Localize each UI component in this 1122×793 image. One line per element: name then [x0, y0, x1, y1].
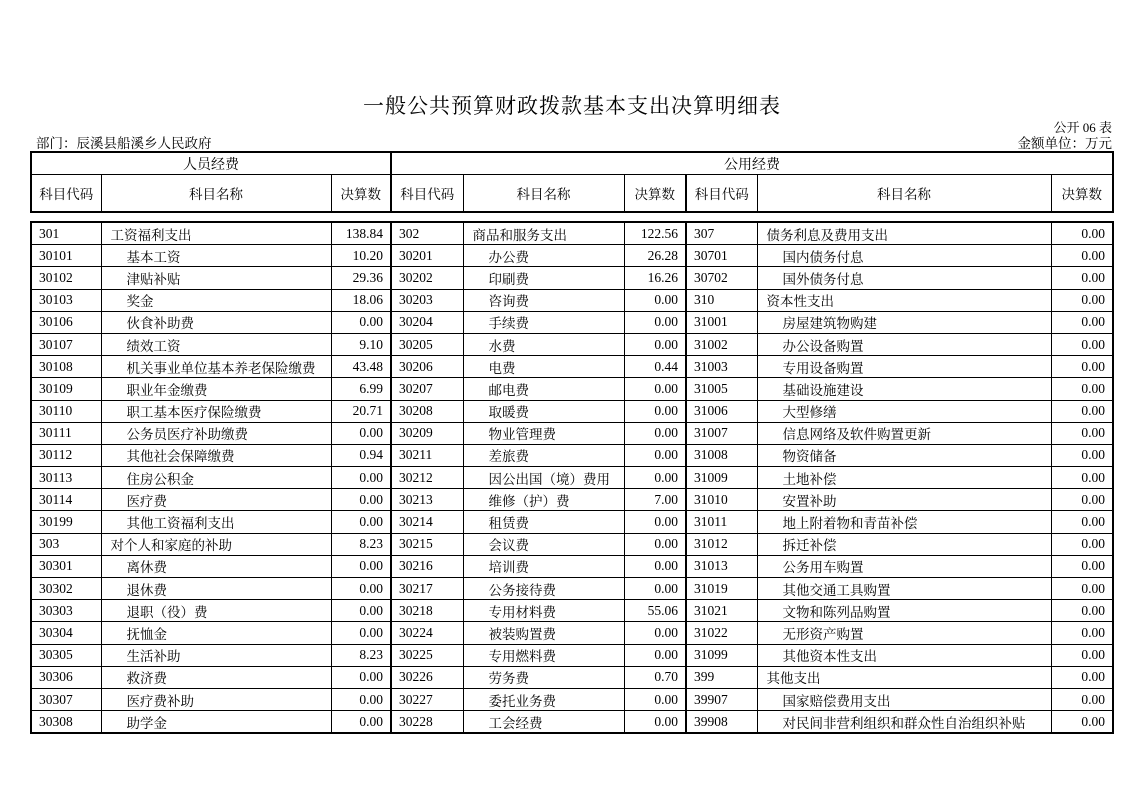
cell-code: 30209	[391, 422, 463, 444]
cell-code: 30227	[391, 688, 463, 710]
cell-value: 7.00	[624, 489, 686, 511]
cell-value: 6.99	[331, 378, 391, 400]
cell-name: 公务用车购置	[757, 555, 1051, 577]
cell-name: 国内债务付息	[757, 245, 1051, 267]
cell-name: 资本性支出	[757, 289, 1051, 311]
cell-name: 取暖费	[463, 400, 624, 422]
cell-code: 30107	[31, 333, 101, 355]
cell-code: 31009	[686, 467, 757, 489]
cell-code: 30207	[391, 378, 463, 400]
cell-name: 公务接待费	[463, 578, 624, 600]
cell-code: 39908	[686, 711, 757, 734]
cell-value: 0.00	[624, 533, 686, 555]
table-row	[31, 356, 1113, 378]
cell-name: 债务利息及费用支出	[757, 222, 1051, 245]
cell-code: 30112	[31, 444, 101, 466]
cell-value: 0.00	[624, 688, 686, 710]
cell-code: 31019	[686, 578, 757, 600]
cell-name: 国家赔偿费用支出	[757, 688, 1051, 710]
cell-name: 委托业务费	[463, 688, 624, 710]
cell-name: 其他资本性支出	[757, 644, 1051, 666]
table-row	[31, 378, 1113, 400]
cell-code: 310	[686, 289, 757, 311]
cell-name: 对个人和家庭的补助	[101, 533, 331, 555]
table-row	[31, 688, 1113, 710]
table-row	[31, 400, 1113, 422]
cell-code: 30302	[31, 578, 101, 600]
cell-code: 30102	[31, 267, 101, 289]
table-row	[31, 711, 1113, 734]
cell-name: 土地补偿	[757, 467, 1051, 489]
cell-code: 30109	[31, 378, 101, 400]
cell-code: 30214	[391, 511, 463, 533]
cell-value: 0.00	[331, 578, 391, 600]
cell-name: 绩效工资	[101, 333, 331, 355]
cell-code: 30111	[31, 422, 101, 444]
table-row	[31, 511, 1113, 533]
cell-name: 伙食补助费	[101, 311, 331, 333]
cell-value: 0.00	[624, 333, 686, 355]
cell-value: 122.56	[624, 222, 686, 245]
cell-name: 工资福利支出	[101, 222, 331, 245]
cell-name: 离休费	[101, 555, 331, 577]
cell-value: 0.00	[331, 467, 391, 489]
cell-name: 办公费	[463, 245, 624, 267]
cell-value: 0.00	[1051, 222, 1113, 245]
cell-code: 30225	[391, 644, 463, 666]
cell-code: 30702	[686, 267, 757, 289]
unit-label: 金额单位：万元	[1017, 136, 1112, 151]
table-row	[31, 444, 1113, 466]
cell-value: 0.00	[1051, 444, 1113, 466]
cell-code: 30217	[391, 578, 463, 600]
cell-code: 30201	[391, 245, 463, 267]
cell-code: 30212	[391, 467, 463, 489]
cell-value: 0.00	[1051, 555, 1113, 577]
cell-code: 30226	[391, 666, 463, 688]
cell-name: 差旅费	[463, 444, 624, 466]
cell-name: 医疗费	[101, 489, 331, 511]
cell-code: 30114	[31, 489, 101, 511]
cell-name: 生活补助	[101, 644, 331, 666]
cell-name: 基本工资	[101, 245, 331, 267]
cell-code: 301	[31, 222, 101, 245]
cell-code: 31021	[686, 600, 757, 622]
cell-value: 55.06	[624, 600, 686, 622]
cell-value: 0.00	[1051, 422, 1113, 444]
table-row	[31, 311, 1113, 333]
cell-code: 303	[31, 533, 101, 555]
section-header-public: 公用经费	[391, 152, 1113, 175]
cell-name: 其他工资福利支出	[101, 511, 331, 533]
cell-name: 退休费	[101, 578, 331, 600]
cell-name: 奖金	[101, 289, 331, 311]
column-header-name: 科目名称	[101, 175, 331, 213]
expenditure-table	[30, 151, 1114, 734]
column-header-code: 科目代码	[31, 175, 101, 213]
cell-code: 302	[391, 222, 463, 245]
cell-code: 30228	[391, 711, 463, 734]
cell-value: 0.00	[1051, 356, 1113, 378]
cell-value: 0.00	[331, 688, 391, 710]
cell-name: 公务员医疗补助缴费	[101, 422, 331, 444]
table-row	[31, 533, 1113, 555]
cell-name: 对民间非营利组织和群众性自治组织补贴	[757, 711, 1051, 734]
cell-value: 0.00	[1051, 511, 1113, 533]
cell-value: 0.00	[1051, 400, 1113, 422]
cell-name: 商品和服务支出	[463, 222, 624, 245]
table-row	[31, 489, 1113, 511]
cell-code: 30205	[391, 333, 463, 355]
cell-name: 被装购置费	[463, 622, 624, 644]
cell-name: 工会经费	[463, 711, 624, 734]
cell-code: 30701	[686, 245, 757, 267]
cell-code: 31001	[686, 311, 757, 333]
table-row	[31, 333, 1113, 355]
cell-name: 大型修缮	[757, 400, 1051, 422]
cell-code: 30308	[31, 711, 101, 734]
cell-value: 0.00	[331, 311, 391, 333]
cell-code: 30218	[391, 600, 463, 622]
cell-value: 0.00	[331, 600, 391, 622]
cell-value: 0.00	[1051, 666, 1113, 688]
cell-name: 因公出国（境）费用	[463, 467, 624, 489]
cell-value: 0.00	[624, 622, 686, 644]
cell-name: 印刷费	[463, 267, 624, 289]
cell-code: 30211	[391, 444, 463, 466]
cell-value: 0.00	[624, 289, 686, 311]
table-row	[31, 289, 1113, 311]
cell-code: 30106	[31, 311, 101, 333]
cell-value: 0.00	[624, 400, 686, 422]
cell-name: 专用材料费	[463, 600, 624, 622]
table-header	[30, 151, 1114, 213]
cell-name: 信息网络及软件购置更新	[757, 422, 1051, 444]
cell-name: 手续费	[463, 311, 624, 333]
cell-value: 0.00	[624, 555, 686, 577]
cell-code: 30306	[31, 666, 101, 688]
cell-name: 专用燃料费	[463, 644, 624, 666]
cell-name: 医疗费补助	[101, 688, 331, 710]
table-number-label: 公开 06 表	[1053, 120, 1112, 135]
cell-code: 307	[686, 222, 757, 245]
cell-name: 助学金	[101, 711, 331, 734]
cell-value: 18.06	[331, 289, 391, 311]
cell-code: 31005	[686, 378, 757, 400]
cell-code: 31003	[686, 356, 757, 378]
cell-value: 10.20	[331, 245, 391, 267]
cell-name: 抚恤金	[101, 622, 331, 644]
cell-code: 30110	[31, 400, 101, 422]
cell-code: 31012	[686, 533, 757, 555]
cell-name: 救济费	[101, 666, 331, 688]
cell-value: 43.48	[331, 356, 391, 378]
cell-code: 30113	[31, 467, 101, 489]
department-label: 部门：辰溪县船溪乡人民政府	[36, 136, 212, 151]
cell-value: 20.71	[331, 400, 391, 422]
cell-value: 0.00	[331, 511, 391, 533]
table-row	[31, 555, 1113, 577]
cell-name: 其他交通工具购置	[757, 578, 1051, 600]
cell-name: 文物和陈列品购置	[757, 600, 1051, 622]
cell-value: 0.00	[624, 444, 686, 466]
cell-value: 0.00	[1051, 489, 1113, 511]
page-title: 一般公共预算财政拨款基本支出决算明细表	[363, 94, 781, 118]
cell-name: 水费	[463, 333, 624, 355]
cell-value: 0.00	[331, 622, 391, 644]
cell-name: 租赁费	[463, 511, 624, 533]
cell-name: 物业管理费	[463, 422, 624, 444]
table-body	[31, 222, 1113, 733]
cell-name: 无形资产购置	[757, 622, 1051, 644]
cell-name: 办公设备购置	[757, 333, 1051, 355]
cell-value: 0.00	[1051, 267, 1113, 289]
cell-code: 31013	[686, 555, 757, 577]
cell-value: 0.00	[1051, 644, 1113, 666]
cell-value: 0.00	[1051, 333, 1113, 355]
cell-value: 0.00	[331, 666, 391, 688]
cell-name: 住房公积金	[101, 467, 331, 489]
column-header-value: 决算数	[624, 175, 686, 213]
cell-value: 138.84	[331, 222, 391, 245]
cell-value: 0.00	[1051, 533, 1113, 555]
table-row	[31, 666, 1113, 688]
cell-name: 津贴补贴	[101, 267, 331, 289]
cell-code: 30208	[391, 400, 463, 422]
cell-name: 电费	[463, 356, 624, 378]
cell-code: 30103	[31, 289, 101, 311]
cell-name: 会议费	[463, 533, 624, 555]
column-header-name: 科目名称	[463, 175, 624, 213]
cell-value: 0.00	[1051, 600, 1113, 622]
cell-value: 0.00	[1051, 711, 1113, 734]
cell-value: 0.00	[624, 467, 686, 489]
cell-code: 30307	[31, 688, 101, 710]
table-row	[31, 644, 1113, 666]
cell-value: 0.00	[1051, 622, 1113, 644]
cell-code: 31010	[686, 489, 757, 511]
cell-code: 30213	[391, 489, 463, 511]
cell-value: 0.44	[624, 356, 686, 378]
cell-code: 39907	[686, 688, 757, 710]
table-row	[31, 467, 1113, 489]
cell-value: 26.28	[624, 245, 686, 267]
cell-code: 31008	[686, 444, 757, 466]
cell-value: 8.23	[331, 644, 391, 666]
table-row	[31, 600, 1113, 622]
cell-value: 8.23	[331, 533, 391, 555]
table-row	[31, 422, 1113, 444]
cell-code: 30108	[31, 356, 101, 378]
cell-name: 国外债务付息	[757, 267, 1051, 289]
cell-name: 物资储备	[757, 444, 1051, 466]
table-body-table	[30, 221, 1114, 734]
cell-value: 0.00	[331, 489, 391, 511]
cell-code: 30202	[391, 267, 463, 289]
cell-code: 399	[686, 666, 757, 688]
cell-name: 劳务费	[463, 666, 624, 688]
table-row	[31, 622, 1113, 644]
cell-code: 30224	[391, 622, 463, 644]
cell-value: 0.00	[624, 422, 686, 444]
cell-name: 咨询费	[463, 289, 624, 311]
cell-value: 0.94	[331, 444, 391, 466]
cell-value: 0.00	[1051, 311, 1113, 333]
cell-value: 0.00	[624, 711, 686, 734]
column-header-value: 决算数	[331, 175, 391, 213]
cell-code: 30216	[391, 555, 463, 577]
cell-value: 0.00	[624, 378, 686, 400]
cell-name: 其他社会保障缴费	[101, 444, 331, 466]
cell-code: 30301	[31, 555, 101, 577]
cell-code: 30204	[391, 311, 463, 333]
cell-value: 0.00	[331, 711, 391, 734]
column-header-code: 科目代码	[686, 175, 757, 213]
cell-code: 31006	[686, 400, 757, 422]
cell-value: 0.00	[1051, 688, 1113, 710]
cell-name: 拆迁补偿	[757, 533, 1051, 555]
table-row	[31, 245, 1113, 267]
cell-code: 30101	[31, 245, 101, 267]
cell-value: 9.10	[331, 333, 391, 355]
cell-name: 地上附着物和青苗补偿	[757, 511, 1051, 533]
cell-code: 30304	[31, 622, 101, 644]
cell-value: 29.36	[331, 267, 391, 289]
cell-name: 邮电费	[463, 378, 624, 400]
column-header-code: 科目代码	[391, 175, 463, 213]
cell-name: 基础设施建设	[757, 378, 1051, 400]
cell-name: 专用设备购置	[757, 356, 1051, 378]
cell-name: 安置补助	[757, 489, 1051, 511]
column-header-value: 决算数	[1051, 175, 1113, 213]
cell-value: 0.00	[624, 511, 686, 533]
cell-value: 16.26	[624, 267, 686, 289]
cell-code: 30215	[391, 533, 463, 555]
cell-value: 0.00	[331, 555, 391, 577]
cell-name: 退职（役）费	[101, 600, 331, 622]
column-header-row	[31, 175, 1113, 213]
section-header-row	[31, 152, 1113, 175]
cell-code: 31002	[686, 333, 757, 355]
cell-value: 0.00	[1051, 245, 1113, 267]
cell-code: 30203	[391, 289, 463, 311]
cell-code: 31099	[686, 644, 757, 666]
section-header-personnel: 人员经费	[31, 152, 391, 175]
cell-name: 机关事业单位基本养老保险缴费	[101, 356, 331, 378]
cell-name: 维修（护）费	[463, 489, 624, 511]
cell-name: 职工基本医疗保险缴费	[101, 400, 331, 422]
cell-code: 30199	[31, 511, 101, 533]
cell-value: 0.00	[1051, 578, 1113, 600]
cell-value: 0.00	[624, 311, 686, 333]
cell-value: 0.00	[1051, 467, 1113, 489]
cell-code: 30206	[391, 356, 463, 378]
cell-code: 30303	[31, 600, 101, 622]
cell-value: 0.00	[1051, 289, 1113, 311]
table-row	[31, 267, 1113, 289]
table-row	[31, 578, 1113, 600]
column-header-name: 科目名称	[757, 175, 1051, 213]
cell-value: 0.00	[624, 578, 686, 600]
cell-name: 其他支出	[757, 666, 1051, 688]
cell-value: 0.00	[1051, 378, 1113, 400]
table-row	[31, 222, 1113, 245]
cell-name: 培训费	[463, 555, 624, 577]
cell-code: 31007	[686, 422, 757, 444]
cell-code: 31022	[686, 622, 757, 644]
cell-name: 房屋建筑物购建	[757, 311, 1051, 333]
cell-name: 职业年金缴费	[101, 378, 331, 400]
cell-code: 30305	[31, 644, 101, 666]
cell-value: 0.70	[624, 666, 686, 688]
cell-value: 0.00	[331, 422, 391, 444]
cell-code: 31011	[686, 511, 757, 533]
cell-value: 0.00	[624, 644, 686, 666]
